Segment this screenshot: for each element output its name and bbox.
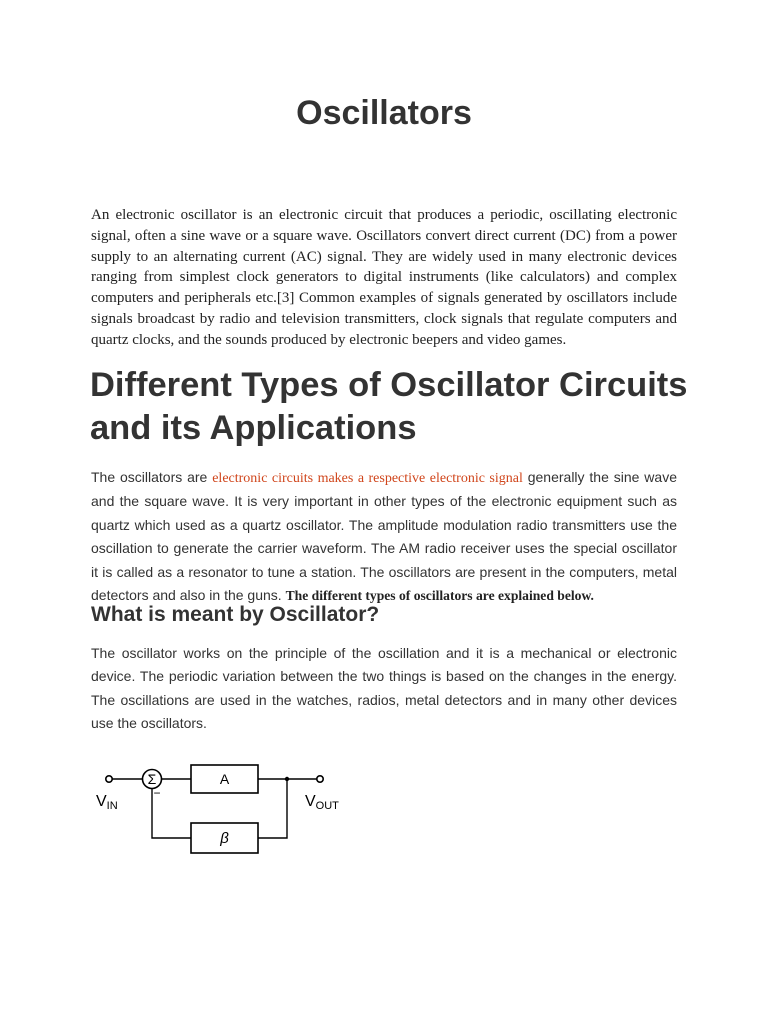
output-label	[305, 793, 339, 812]
oscillator-block-diagram	[90, 760, 360, 860]
electronic-circuits-link[interactable]: electronic circuits makes a respective electronic signal	[212, 471, 523, 486]
output-terminal	[317, 776, 323, 782]
input-label-sub: IN	[106, 800, 118, 812]
feedback-wire-right	[258, 779, 287, 838]
feedback-minus-sign: −	[153, 786, 161, 800]
amplifier-label: A	[219, 771, 230, 787]
types-text-after-link: generally the sine wave and the square wave. It is very important in other types of the electronic equipment such as quartz which used as a quartz oscillator. The amplitude modulation radio transmitters use the oscillation to generate the carrier waveform. The AM radio receiver uses the special oscillator it is called as a resonator to tune a station. The oscillators are present in the computers, metal detectors and also in the guns.	[91, 469, 677, 604]
input-label-main: V	[96, 793, 107, 810]
page-title: Oscillators	[296, 94, 472, 132]
input-label	[96, 793, 118, 812]
oscillator-meaning-paragraph: The oscillator works on the principle of the oscillation and it is a mechanical or electronic device. The periodic variation between the two things is based on the changes in the energy. The oscillations are used in the watches, radios, metal detectors and in many other devices use the oscillators.	[91, 645, 677, 732]
types-heading: Different Types of Oscillator Circuits and its Applications	[90, 366, 688, 447]
types-bold-note: The different types of oscillators are explained below.	[285, 588, 594, 604]
feedback-label: β	[220, 830, 229, 847]
output-label-sub: OUT	[315, 800, 339, 812]
types-paragraph	[91, 466, 677, 607]
input-terminal	[106, 776, 112, 782]
summing-symbol: Σ	[147, 771, 157, 787]
types-text-before-link: The oscillators are	[91, 469, 213, 485]
oscillator-meaning-heading: What is meant by Oscillator?	[91, 603, 380, 626]
intro-paragraph: An electronic oscillator is an electronic circuit that produces a periodic, oscillating electronic signal, often a sine wave or a square wave. Oscillators convert direct current (DC) from a power supply to an alternating current (AC) signal. They are widely used in many electronic devices ranging from simplest clock generators to digital instruments (like calculators) and complex computers and peripherals etc.[3] Common examples of signals generated by oscillators include signals broadcast by radio and television transmitters, clock signals that regulate computers and quartz clocks, and the sounds produced by electronic beepers and video games.	[91, 207, 677, 348]
output-label-main: V	[305, 793, 316, 810]
